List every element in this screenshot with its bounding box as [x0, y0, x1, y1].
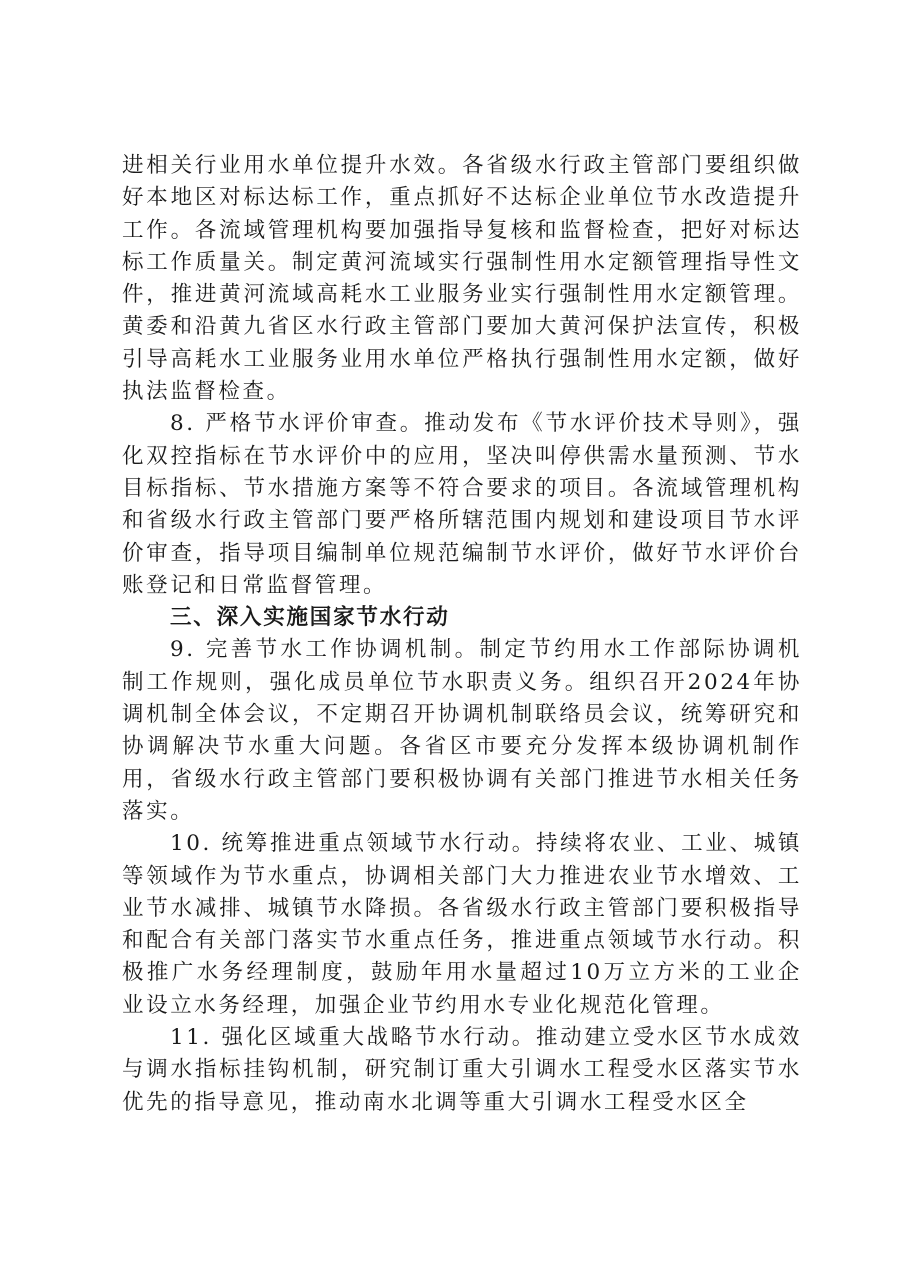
section-heading-3: 三、深入实施国家节水行动	[170, 605, 450, 631]
paragraph-item-9: 9. 完善节水工作协调机制。制定节约用水工作部际协调机制工作规则，强化成员单位节水职责义务。组织召开2024年协调机制全体会议，不定期召开协调机制联络员会议，统筹研究和协调解决节水重大问题。各省区市要充分发挥本级协调机制作用，省级水行政主管部门要积极协调有关部门推进节水相关任务落实。	[122, 637, 802, 824]
paragraph-item-10: 10. 统筹推进重点领域节水行动。持续将农业、工业、城镇等领域作为节水重点，协调相关部门大力推进农业节水增效、工业节水减排、城镇节水降损。各省级水行政主管部门要积极指导和配合有关部门落实节水重点任务，推进重点领域节水行动。积极推广水务经理制度，鼓励年用水量超过10万立方米的工业企业设立水务经理，加强企业节约用水专业化规范化管理。	[122, 831, 802, 1018]
paragraph-continuation: 进相关行业用水单位提升水效。各省级水行政主管部门要组织做好本地区对标达标工作，重点抓好不达标企业单位节水改造提升工作。各流域管理机构要加强指导复核和监督检查，把好对标达标工作质量关。制定黄河流域实行强制性用水定额管理指导性文件，推进黄河流域高耗水工业服务业实行强制性用水定额管理。黄委和沿黄九省区水行政主管部门要加大黄河保护法宣传，积极引导高耗水工业服务业用水单位严格执行强制性用水定额，做好执法监督检查。	[122, 153, 802, 405]
paragraph-item-11: 11. 强化区域重大战略节水行动。推动建立受水区节水成效与调水指标挂钩机制，研究制订重大引调水工程受水区落实节水优先的指导意见，推动南水北调等重大引调水工程受水区全	[122, 1025, 802, 1115]
paragraph-item-8: 8. 严格节水评价审查。推动发布《节水评价技术导则》，强化双控指标在节水评价中的应用，坚决叫停供需水量预测、节水目标指标、节水措施方案等不符合要求的项目。各流域管理机构和省级水行政主管部门要严格所辖范围内规划和建设项目节水评价审查，指导项目编制单位规范编制节水评价，做好节水评价台账登记和日常监督管理。	[122, 411, 802, 598]
document-page	[122, 150, 802, 1119]
